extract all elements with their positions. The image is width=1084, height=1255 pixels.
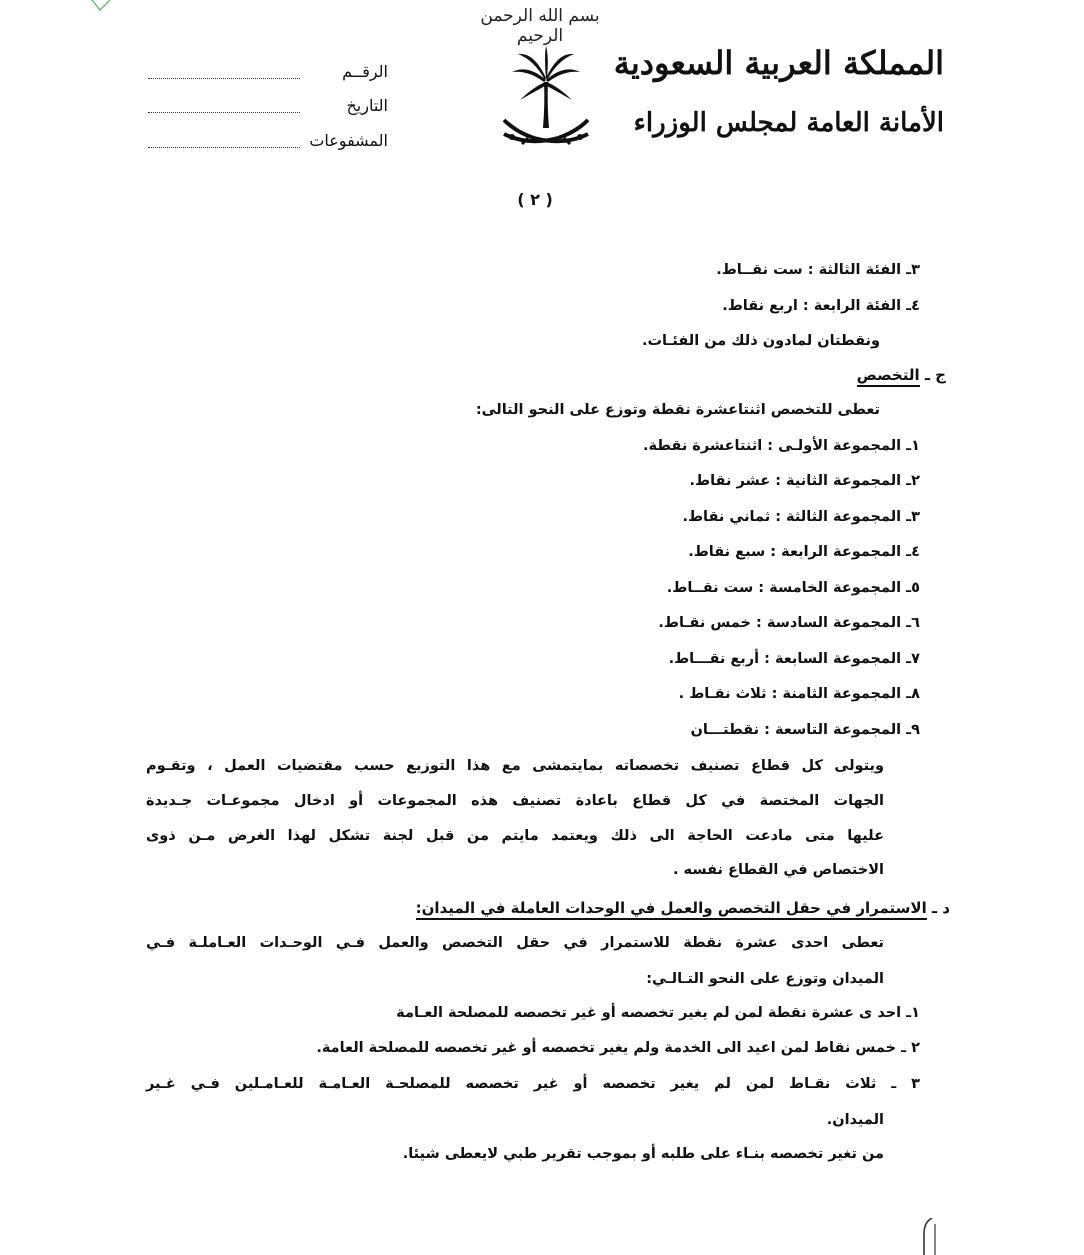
group-item-3: ٣ـ المجموعة الثالثة : ثماني نقاط. — [682, 509, 920, 525]
section-d-item-1: ١ـ احد ى عشرة نقطة لمن لم يغير تخصصه أو غير تخصصه للمصلحة العـامة — [396, 1005, 920, 1021]
section-d-heading — [416, 899, 950, 917]
date-label: التاريخ — [346, 96, 388, 115]
group-item-1: ١ـ المجموعة الأولـى : اثنتاعشرة نقطة. — [642, 438, 920, 454]
group-item-9: ٩ـ المجموعة التاسعة : نقطتـــان — [690, 722, 920, 738]
section-d-intro-line-2: الميدان وتوزع على النحو التـالـي: — [646, 971, 884, 987]
attachments-label: المشفوعات — [309, 131, 388, 150]
section-d-closing: من تغير تخصصه بنـاء على طلبه أو بموجب تقرير طبي لايعطى شيئا. — [402, 1146, 884, 1162]
section-c-paragraph-line-1: ويتولى كل قطاع تصنيف تخصصاته بمايتمشى مع هذا التوزيع حسب مقتضيات العمل ، وتقـوم — [146, 758, 884, 774]
category-item-3: ٣ـ الفئة الثالثة : ست نقــاط. — [716, 262, 920, 278]
group-item-8: ٨ـ المجموعة الثامنة : ثلاث نقـاط . — [678, 686, 920, 702]
section-d-intro-line-1: تعطى احدى عشرة نقطة للاستمرار في حقل التخصص والعمل فـي الوحـدات العـاملـة فـي — [146, 935, 884, 951]
basmala: بسم الله الرحمن الرحيم — [480, 6, 600, 46]
section-c-paragraph-line-3: عليها متى مادعت الحاجة الى ذلك ويعتمد مايتم من قبل لجنة تشكل لهذا الغرض مـن ذوى — [146, 828, 884, 844]
kingdom-title: المملكة العربية السعودية — [613, 44, 944, 82]
section-c-intro: تعطى للتخصص اثنتاعشرة نقطة وتوزع على النحو التالى: — [475, 402, 880, 418]
section-c-paragraph-line-2: الجهات المختصة في كل قطاع باعادة تصنيف هذه المجموعات أو ادخال مجموعـات جـديدة — [146, 793, 884, 809]
secretariat-title: الأمانة العامة لمجلس الوزراء — [633, 108, 944, 138]
section-c-prefix: ج ـ — [924, 366, 946, 384]
group-item-6: ٦ـ المجموعة السادسة : خمس نقـاط. — [658, 615, 920, 631]
section-d-prefix: د ـ — [931, 899, 950, 917]
section-d-item-3: ٣ ـ ثلاث نقـاط لمن لم يغير تخصصه أو غير تخصصه للمصلحـة العـامـة للعـامـلين فـي غـير — [146, 1076, 920, 1092]
group-item-4: ٤ـ المجموعة الرابعة : سبع نقاط. — [688, 544, 920, 560]
section-d-item-2: ٢ ـ خمس نقاط لمن اعيد الى الخدمة ولم يغير تخصصه أو غير تخصصه للمصلحة العامة. — [316, 1040, 920, 1056]
section-d-title: الاستمرار في حقل التخصص والعمل في الوحدات العاملة في الميدان: — [416, 899, 927, 920]
section-c-title: التخصص — [857, 366, 920, 387]
reference-number-label: الرقــم — [342, 62, 388, 81]
category-note: ونقطتان لمادون ذلك من الفئـات. — [641, 333, 880, 349]
section-c-heading — [857, 366, 946, 384]
group-item-5: ٥ـ المجموعة الخامسة : ست نقــاط. — [666, 580, 920, 596]
section-c-paragraph-line-4: الاختصاص في القطاع نفسه . — [673, 862, 884, 878]
group-item-7: ٧ـ المجموعة السابعة : أربع نقـــاط. — [668, 651, 920, 667]
page-number: ( ٢ ) — [517, 190, 553, 209]
category-item-4: ٤ـ الفئة الرابعة : اربع نقاط. — [722, 298, 920, 314]
section-d-item-3-continued: الميدان. — [826, 1112, 884, 1128]
group-item-2: ٢ـ المجموعة الثانية : عشر نقاط. — [689, 473, 920, 489]
margin-bracket-mark — [918, 1218, 938, 1255]
